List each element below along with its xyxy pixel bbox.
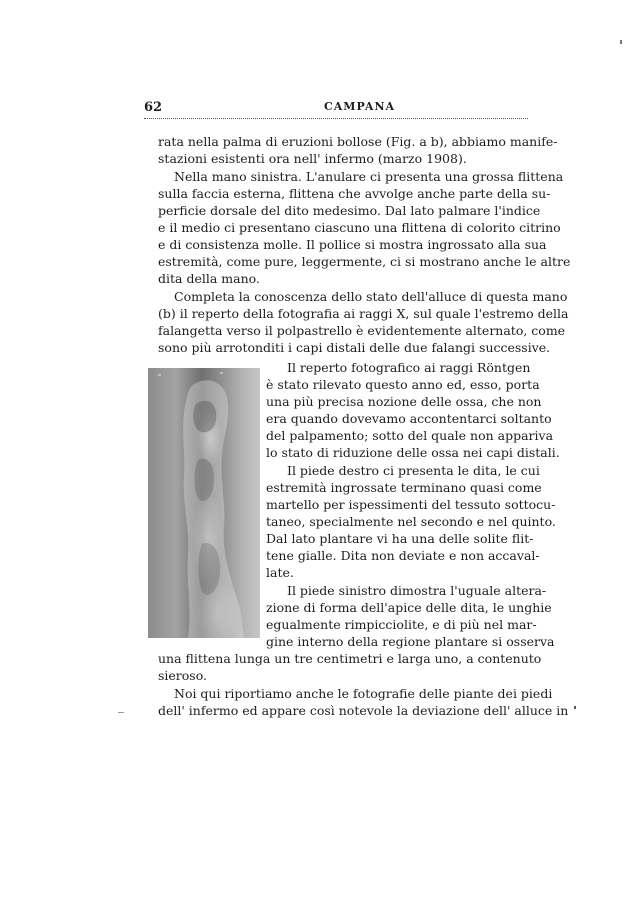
text-line: Il piede sinistro dimostra l'uguale altera-	[287, 583, 547, 598]
text-line: zione di forma dell'apice delle dita, le unghie	[266, 600, 552, 615]
text-line: dita della mano.	[158, 271, 260, 286]
text-line: taneo, specialmente nel secondo e nel quinto.	[266, 514, 556, 529]
text-line: del palpamento; sotto del quale non appariva	[266, 428, 554, 443]
running-head	[144, 96, 528, 118]
text-line: estremità ingrossate terminano quasi come	[266, 480, 542, 495]
text-line: falangetta verso il polpastrello è evidentemente alternato, come	[158, 323, 566, 338]
scan-speck	[220, 372, 223, 374]
text-line: gine interno della regione plantare si osserva	[266, 634, 555, 649]
header-rule	[144, 118, 528, 119]
scan-speck	[158, 374, 161, 376]
text-line: rata nella palma di eruzioni bollose (Fig. a b), abbiamo manife-	[158, 134, 558, 149]
text-line: sulla faccia esterna, flittena che avvolge anche parte della su-	[158, 186, 551, 201]
text-line: una flittena lunga un tre centimetri e larga uno, a contenuto	[158, 651, 542, 666]
text-line: sieroso.	[158, 668, 208, 683]
text-line: sono più arrotonditi i capi distali delle due falangi successive.	[158, 340, 551, 355]
xray-figure	[148, 368, 260, 638]
scan-mark	[620, 40, 622, 44]
text-line: tene gialle. Dita non deviate e non accaval-	[266, 548, 540, 563]
text-line: Il piede destro ci presenta le dita, le cui	[287, 463, 540, 478]
scan-mark	[118, 712, 124, 713]
xray-photograph-icon	[148, 368, 260, 638]
text-line: era quando dovevamo accontentarci soltanto	[266, 411, 552, 426]
running-title: CAMPANA	[324, 100, 396, 113]
page-number: 62	[144, 100, 163, 115]
text-line: una più precisa nozione delle ossa, che non	[266, 394, 542, 409]
text-line: perficie dorsale del dito medesimo. Dal lato palmare l'indice	[158, 203, 541, 218]
text-line: (b) il reperto della fotografia ai raggi X, sul quale l'estremo della	[158, 306, 569, 321]
text-line: late.	[266, 565, 294, 580]
text-line: e il medio ci presentano ciascuno una flittena di colorito citrino	[158, 220, 561, 235]
text-line: Completa la conoscenza dello stato dell'alluce di questa mano	[174, 289, 568, 304]
text-line: dell' infermo ed appare così notevole la deviazione dell' alluce in	[158, 703, 569, 718]
text-line: è stato rilevato questo anno ed, esso, porta	[266, 377, 540, 392]
text-line: stazioni esistenti ora nell' infermo (marzo 1908).	[158, 151, 467, 166]
text-line: Noi qui riportiamo anche le fotografie delle piante dei piedi	[174, 686, 553, 701]
text-line: lo stato di riduzione delle ossa nei capi distali.	[266, 445, 560, 460]
text-line: martello per ispessimenti del tessuto sottocu-	[266, 497, 556, 512]
scan-mark	[574, 706, 576, 709]
text-line: estremità, come pure, leggermente, ci si mostrano anche le altre	[158, 254, 571, 269]
text-line: egualmente rimpicciolite, e di più nel mar-	[266, 617, 537, 632]
text-line: Nella mano sinistra. L'anulare ci presenta una grossa flittena	[174, 169, 564, 184]
text-line: Dal lato plantare vi ha una delle solite flit-	[266, 531, 534, 546]
text-line: Il reperto fotografico ai raggi Röntgen	[287, 360, 531, 375]
text-line: e di consistenza molle. Il pollice si mostra ingrossato alla sua	[158, 237, 547, 252]
